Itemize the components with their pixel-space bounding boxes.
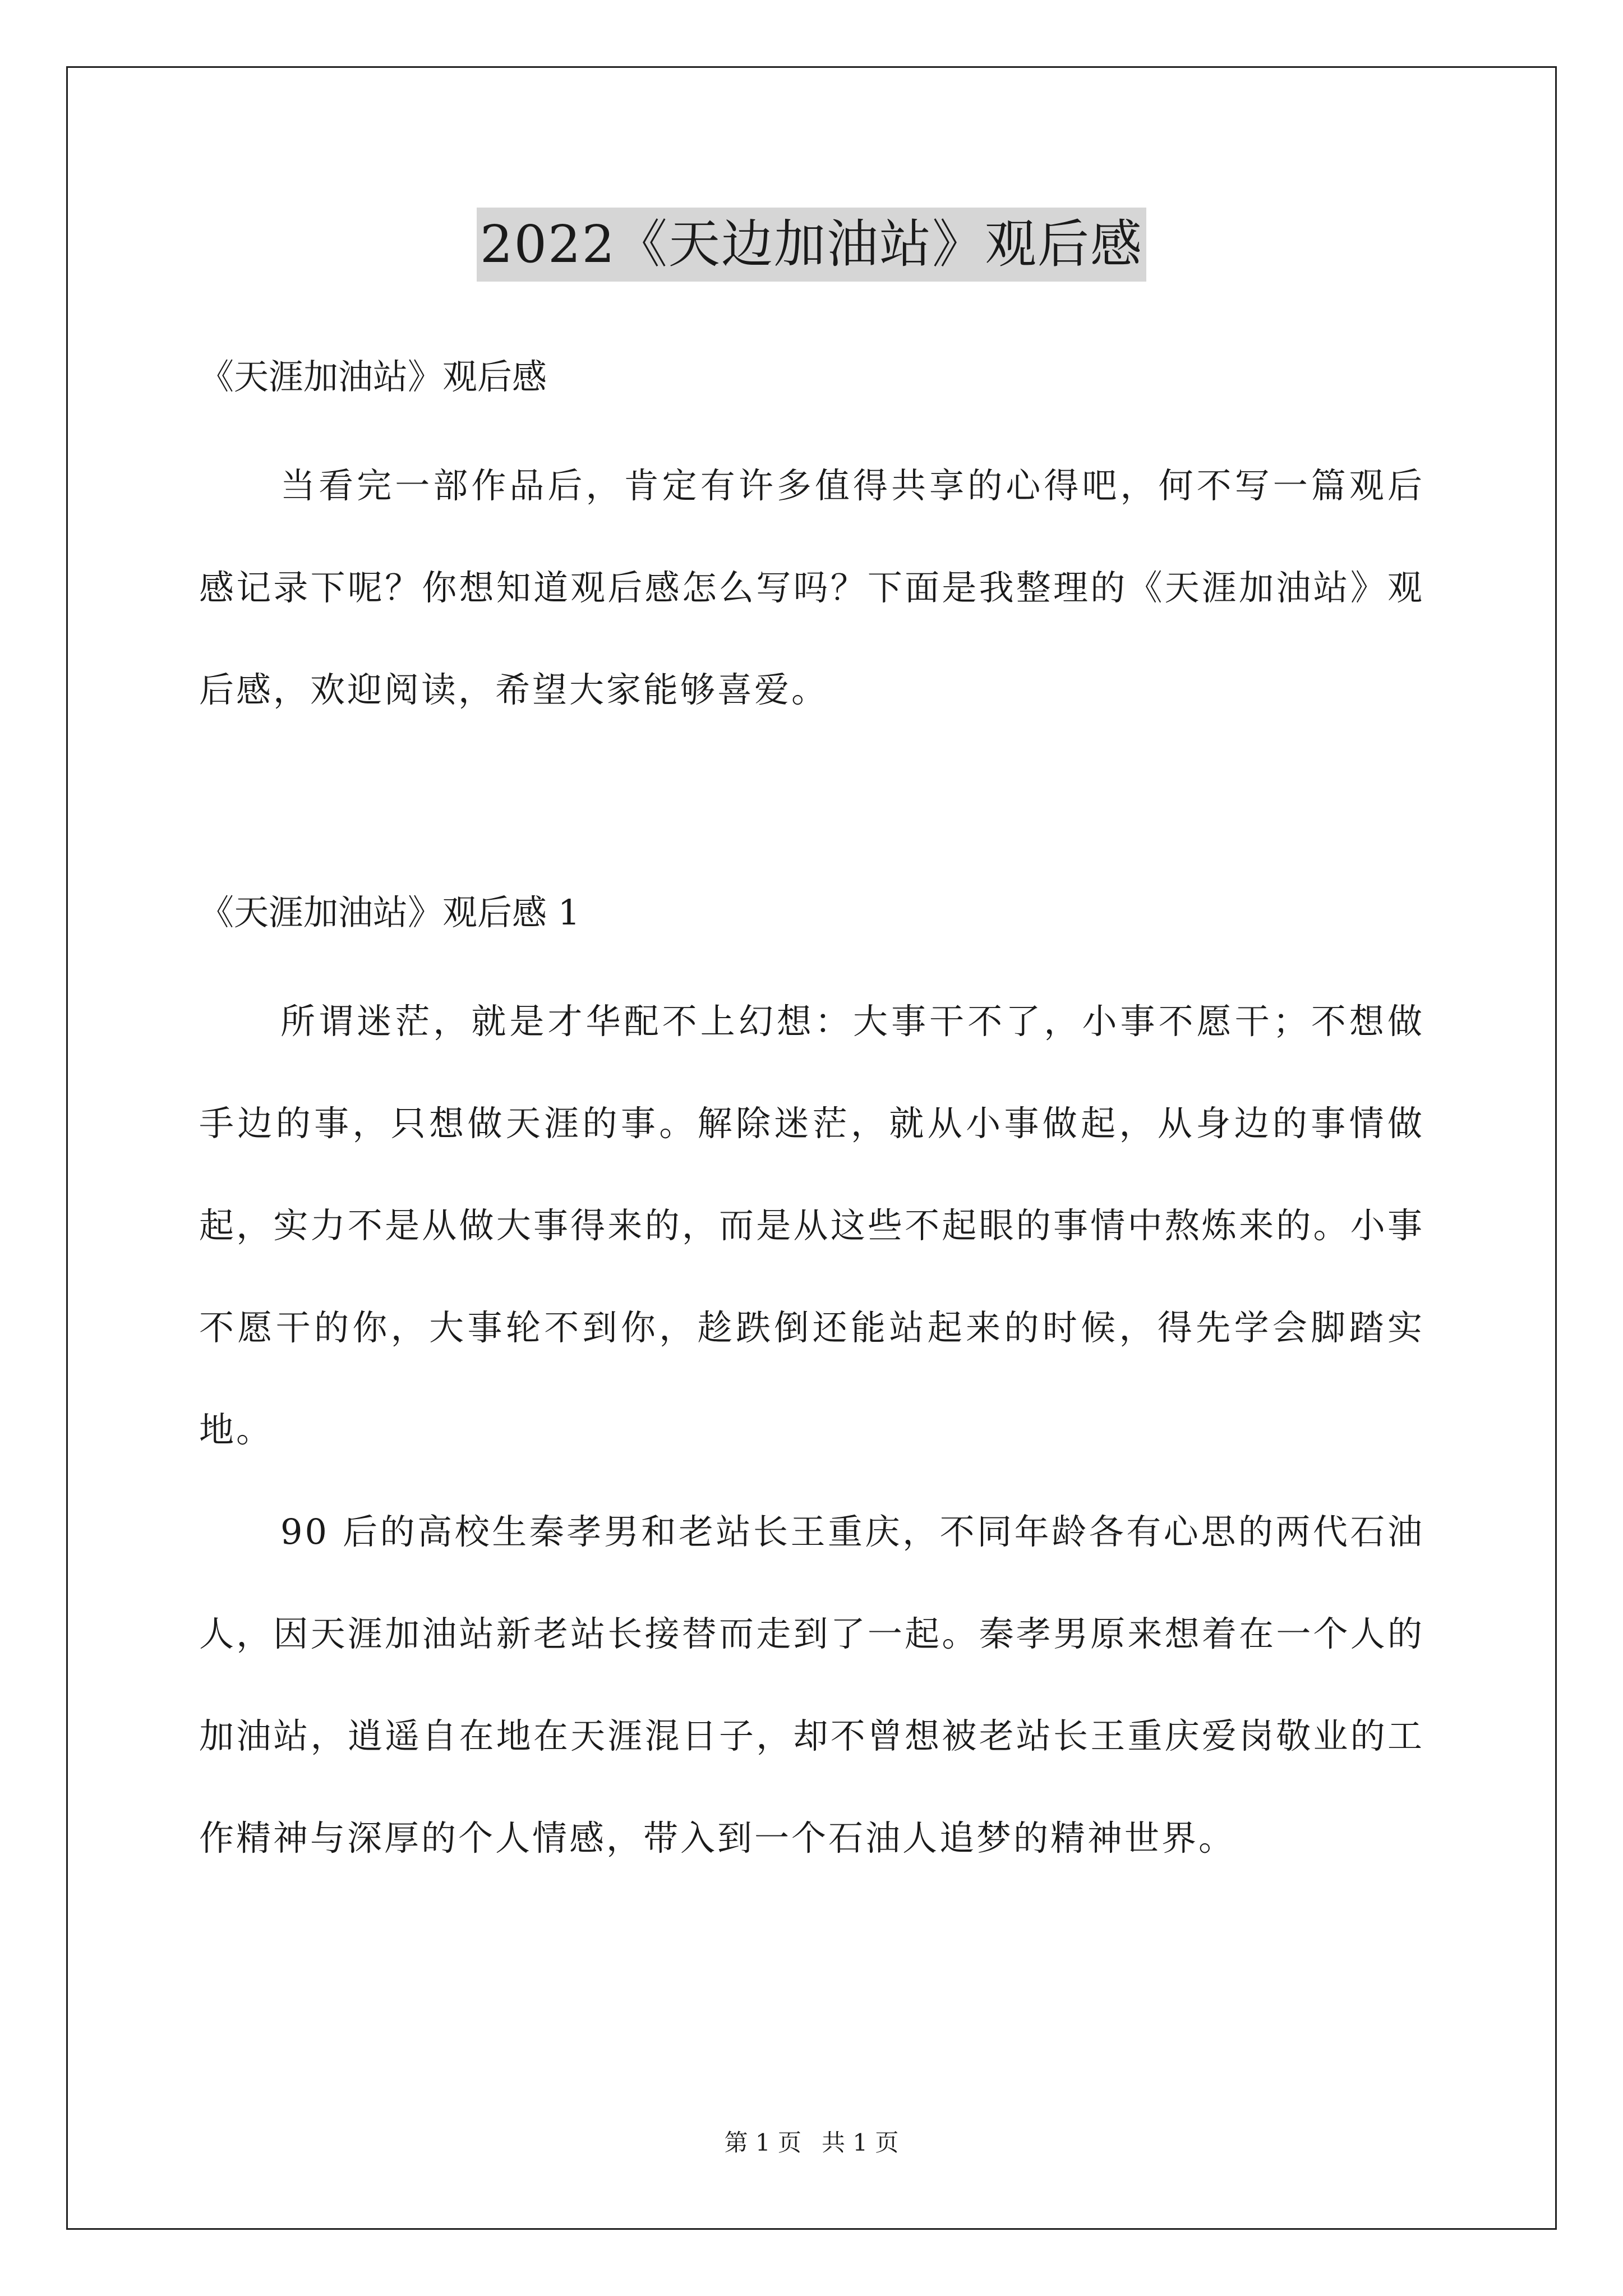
- title-container: [0, 208, 1623, 282]
- intro-paragraph: 当看完一部作品后，肯定有许多值得共享的心得吧，何不写一篇观后感记录下呢？你想知道观后感怎么写吗？下面是我整理的《天涯加油站》观后感，欢迎阅读，希望大家能够喜爱。: [199, 465, 1424, 710]
- page-footer: [0, 2126, 1623, 2160]
- page-number-current: 第 1 页: [724, 2129, 801, 2156]
- page-number-total: 共 1 页: [822, 2129, 899, 2156]
- intro-heading: 《天涯加油站》观后感: [199, 356, 547, 397]
- section1-heading: 《天涯加油站》观后感 1: [199, 892, 580, 933]
- section1-paragraph-2: 90 后的高校生秦孝男和老站长王重庆，不同年龄各有心思的两代石油人，因天涯加油站新老站长接替而走到了一起。秦孝男原来想着在一个人的加油站，逍遥自在地在天涯混日子，却不曾想被老站长王重庆爱岗敬业的工作精神与深厚的个人情感，带入到一个石油人追梦的精神世界。: [199, 1511, 1424, 1858]
- section1-paragraph-1: 所谓迷茫，就是才华配不上幻想：大事干不了，小事不愿干；不想做手边的事，只想做天涯的事。解除迷茫，就从小事做起，从身边的事情做起，实力不是从做大事得来的，而是从这些不起眼的事情中熬炼来的。小事不愿干的你，大事轮不到你，趁跌倒还能站起来的时候，得先学会脚踏实地。: [199, 1001, 1424, 1450]
- document-title: 2022《天边加油站》观后感: [477, 208, 1146, 282]
